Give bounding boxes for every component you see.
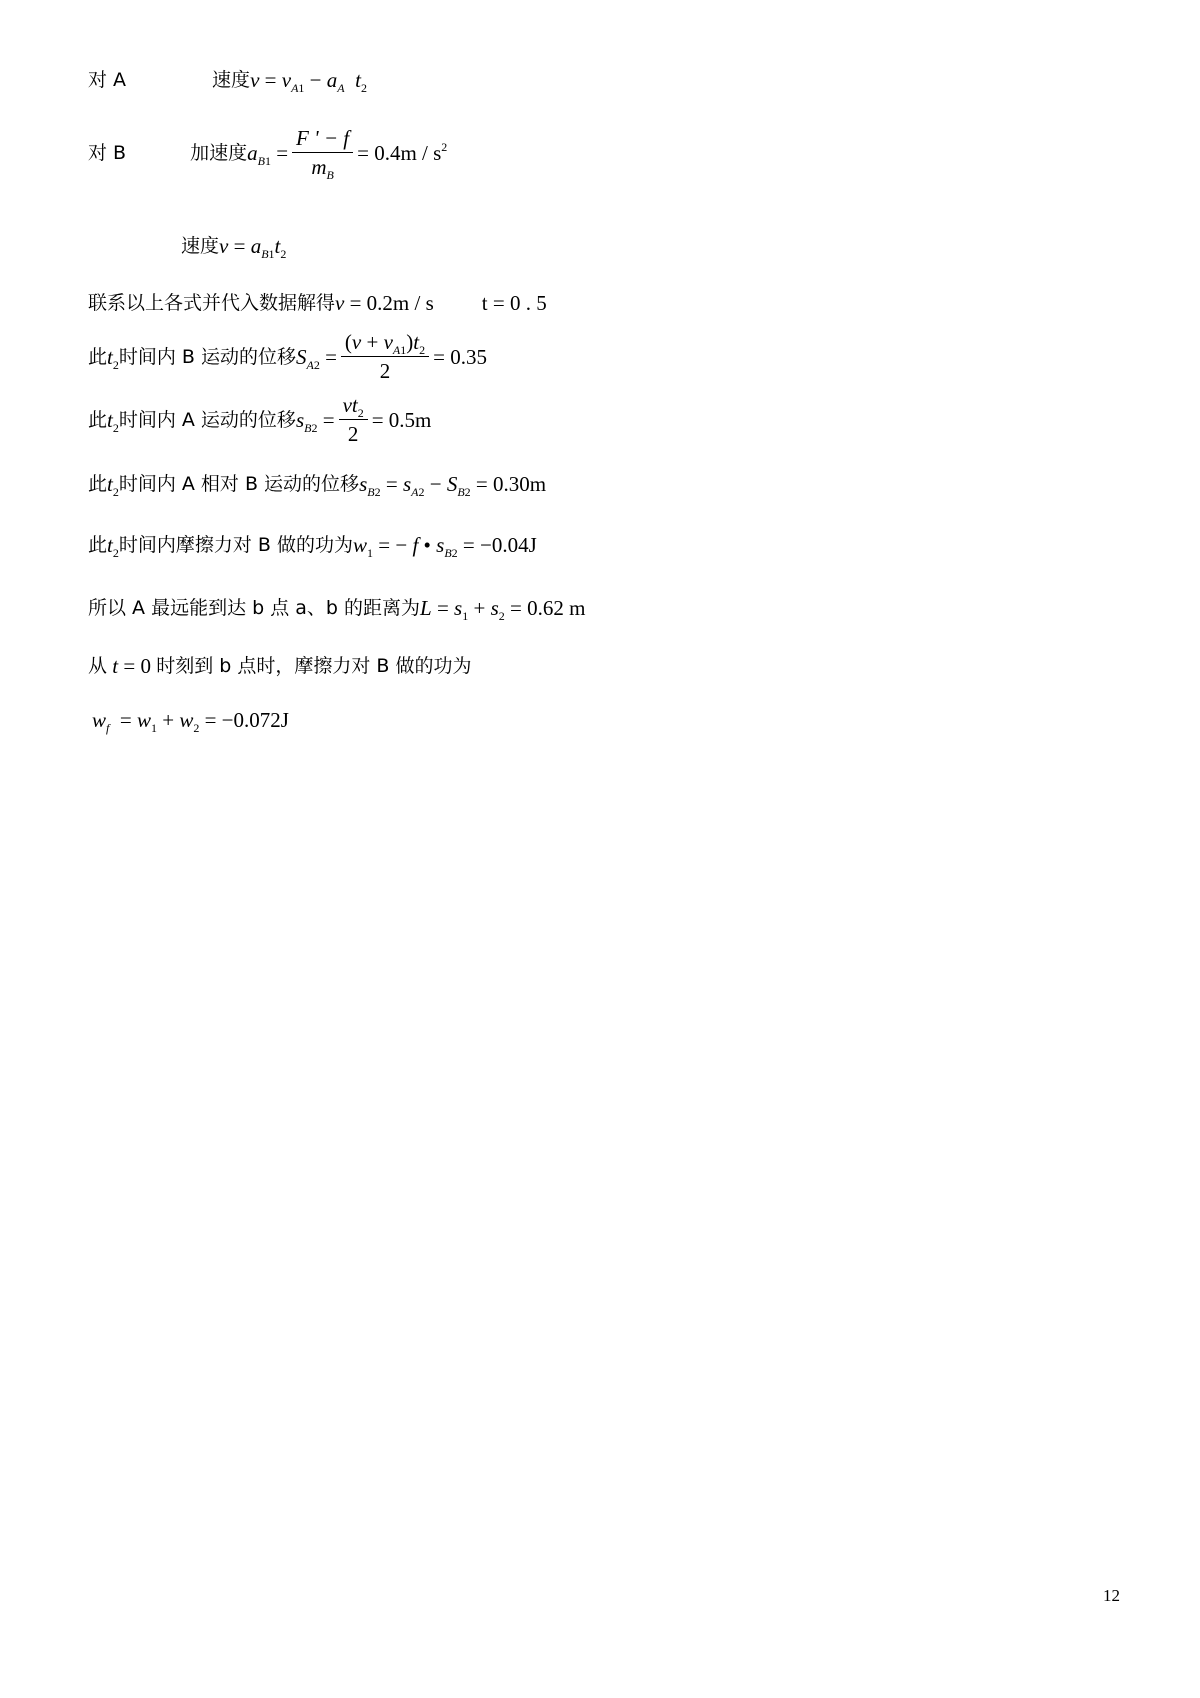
friction-text: 时间内摩擦力对 B 做的功为	[118, 534, 353, 556]
displacement-a-formula: $s_{B2}$ =	[295, 407, 335, 435]
line-displacement-b	[88, 332, 487, 382]
displacement-b-text: 时间内 B 运动的位移	[118, 345, 296, 368]
line-total-work-intro	[88, 656, 471, 677]
friction-formula: $w_1$ = − f • $s_{B2} = -0.04J$	[352, 533, 537, 560]
t2-symbol: $t_2$	[107, 407, 119, 435]
solution-text: 联系以上各式并代入数据解得	[88, 292, 336, 314]
acceleration-label: 加速度	[190, 141, 248, 164]
displacement-a-text: 时间内 A 运动的位移	[118, 408, 296, 431]
total-work-formula: $w_f = w_1 + w_2 = -0.072J$	[92, 708, 289, 735]
page-number: 12	[1103, 1586, 1120, 1605]
distance-text: 所以 A 最远能到达 b 点 a、b 的距离为	[88, 597, 420, 619]
displacement-a-fraction: $\frac{vt_2}{2}$	[339, 395, 368, 445]
line-distance	[88, 596, 586, 623]
t-zero-formula: t = 0	[112, 654, 157, 678]
velocity-a-formula: $v = v_{A1} - a_A$ $t_2$	[250, 68, 367, 95]
line-solution	[88, 293, 547, 314]
displacement-b-result: = 0.35	[433, 344, 487, 369]
line-velocity-a	[88, 68, 367, 95]
t2-symbol: $t_2$	[107, 533, 119, 560]
velocity-label: 速度	[212, 69, 251, 91]
total-work-prefix: 从	[88, 655, 108, 677]
displacement-b-fraction: $\frac{(v + v_{A1})t_2}{2}$	[341, 332, 429, 382]
relative-prefix: 此	[88, 473, 108, 495]
acceleration-b-result: = $0.4m / s^2$	[357, 139, 448, 165]
line-acceleration-b	[88, 126, 448, 182]
relative-formula: $s_{B2} = s_{A2} - S_{B2} = 0.30m$	[359, 472, 547, 499]
displacement-a-prefix: 此	[88, 408, 108, 431]
distance-formula: $L = s_1 + s_2 = 0.62$ m	[420, 596, 586, 623]
relative-result: = 0.30m	[475, 472, 547, 496]
displacement-a-result: = 0.5m	[371, 407, 432, 432]
distance-result: = 0.62 m	[510, 596, 586, 620]
t2-symbol: $t_2$	[107, 472, 119, 499]
acceleration-b-formula: $a_{B1}$ =	[247, 140, 289, 168]
displacement-b-formula: $S_{A2}$ =	[295, 344, 337, 372]
acceleration-fraction: $\frac{F ' - f}{m_B}$	[292, 128, 353, 178]
label-for-a: 对 A	[88, 69, 127, 91]
relative-text: 时间内 A 相对 B 运动的位移	[118, 473, 360, 495]
total-work-result: = −0.072J	[204, 708, 289, 732]
t-result-formula: t = 0 . 5	[481, 291, 547, 315]
line-displacement-a	[88, 395, 431, 445]
friction-result: = −0.04J	[462, 533, 537, 557]
line-velocity-b	[181, 234, 287, 261]
t2-symbol: $t_2$	[107, 344, 119, 372]
line-relative-displacement	[88, 472, 547, 499]
total-work-text: 时刻到 b 点时，摩擦力对 B 做的功为	[156, 655, 472, 677]
line-friction-work	[88, 533, 537, 560]
velocity-b-label: 速度	[181, 235, 220, 257]
displacement-b-prefix: 此	[88, 345, 108, 368]
velocity-b-formula: $v = a_{B1}t_2$	[219, 234, 287, 261]
line-total-work	[92, 708, 289, 735]
label-for-b: 对 B	[88, 141, 127, 164]
friction-prefix: 此	[88, 534, 108, 556]
v-result-formula: v = 0.2m / s	[335, 291, 434, 315]
